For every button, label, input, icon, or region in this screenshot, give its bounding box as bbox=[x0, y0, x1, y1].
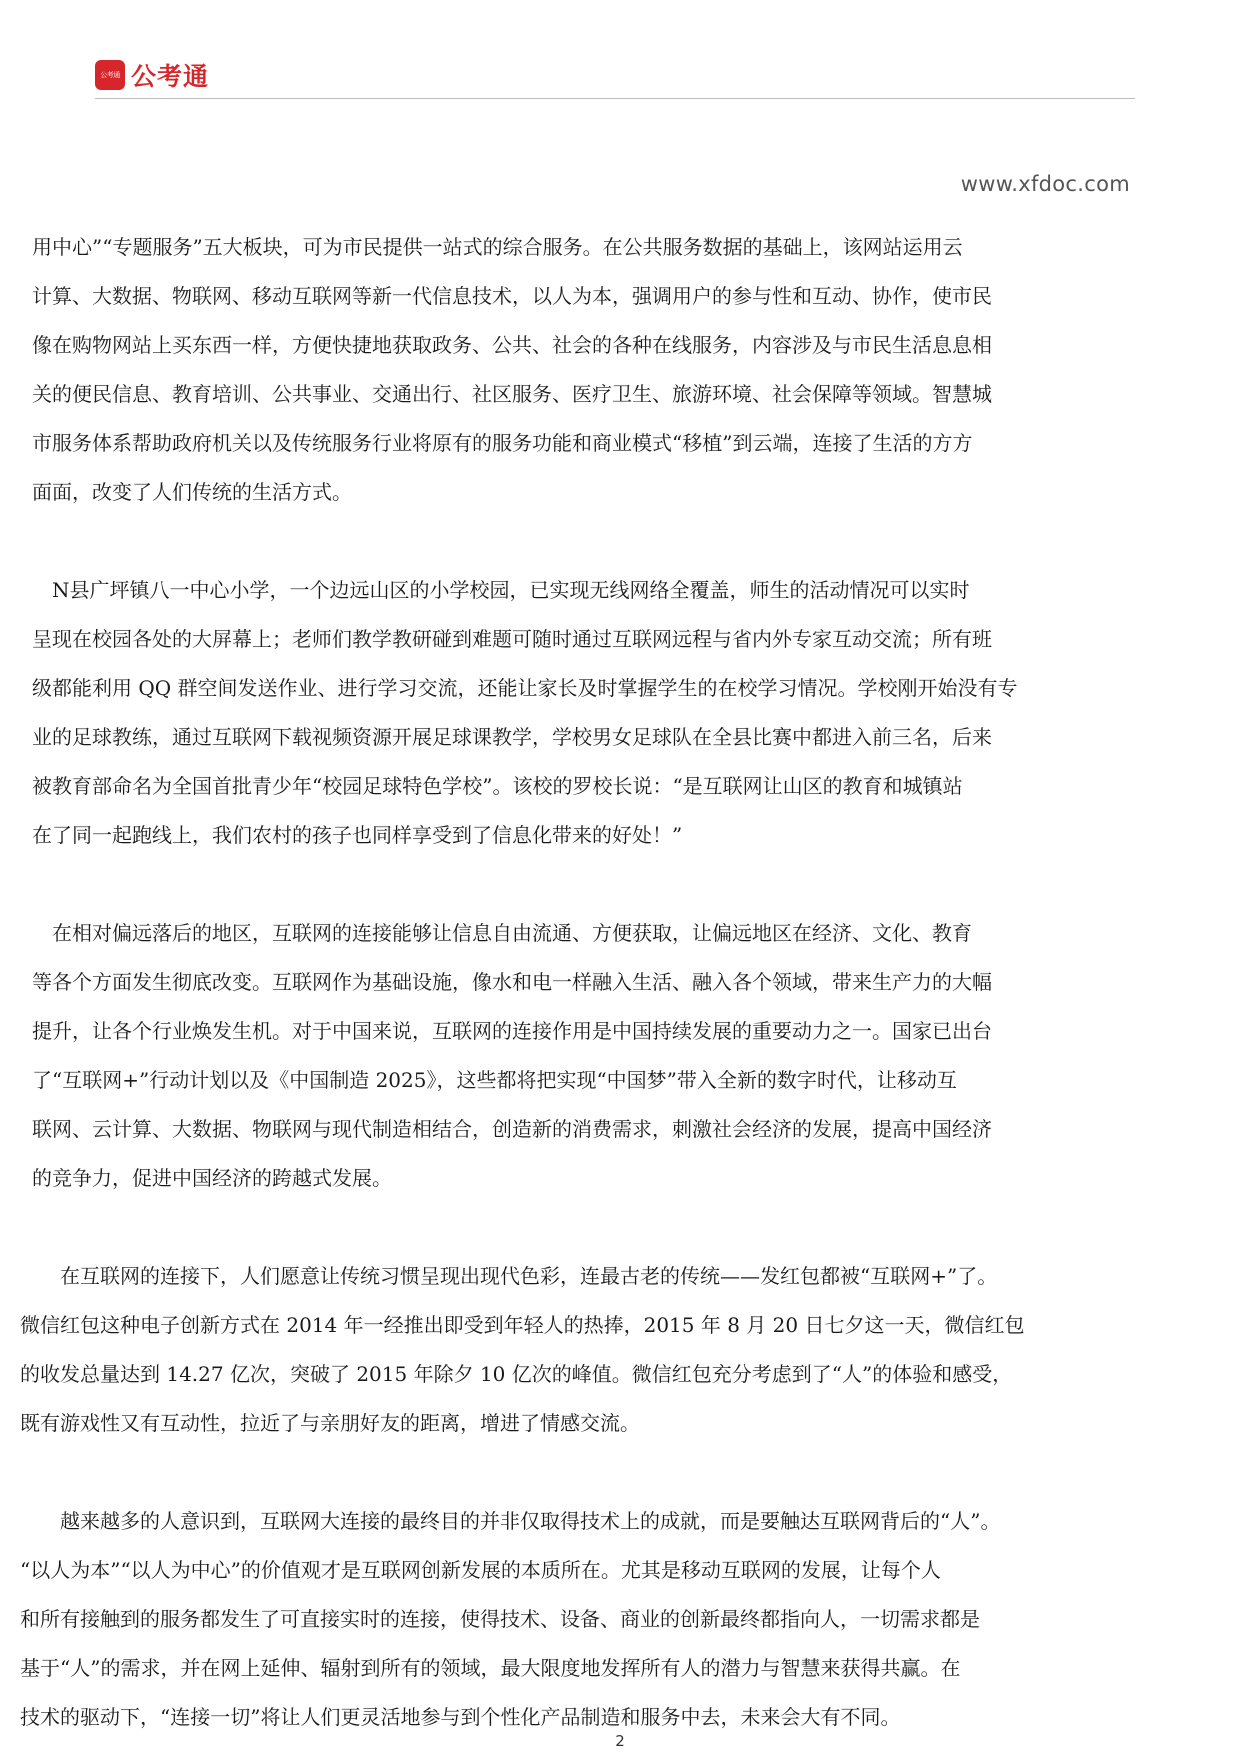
text-line: 像在购物网站上买东西一样，方便快捷地获取政务、公共、社会的各种在线服务，内容涉及与市民生活息息相 bbox=[32, 333, 992, 357]
text-line: 业的足球教练，通过互联网下载视频资源开展足球课教学，学校男女足球队在全县比赛中都进入前三名，后来 bbox=[32, 725, 992, 749]
paragraph-3 bbox=[32, 909, 992, 1203]
text-line: 了“互联网+”行动计划以及《中国制造 2025》，这些都将把实现“中国梦”带入全新的数字时代，让移动互 bbox=[32, 1068, 957, 1092]
logo-badge: 公考通 bbox=[95, 60, 125, 90]
logo-text: 公考通 bbox=[131, 62, 210, 91]
text-line: 在互联网的连接下，人们愿意让传统习惯呈现出现代色彩，连最古老的传统——发红包都被“互联网+”了。 bbox=[20, 1264, 998, 1288]
text-line: 呈现在校园各处的大屏幕上；老师们教学教研碰到难题可随时通过互联网远程与省内外专家互动交流；所有班 bbox=[32, 627, 992, 651]
text-line: 在了同一起跑线上，我们农村的孩子也同样享受到了信息化带来的好处！” bbox=[32, 823, 683, 847]
text-line: 既有游戏性又有互动性，拉近了与亲朋好友的距离，增进了情感交流。 bbox=[20, 1411, 640, 1435]
text-line: 提升，让各个行业焕发生机。对于中国来说，互联网的连接作用是中国持续发展的重要动力之一。国家已出台 bbox=[32, 1019, 992, 1043]
text-line: 面面，改变了人们传统的生活方式。 bbox=[32, 480, 352, 504]
text-line: 的收发总量达到 14.27 亿次，突破了 2015 年除夕 10 亿次的峰值。微信红包充分考虑到了“人”的体验和感受， bbox=[20, 1362, 1013, 1386]
logo bbox=[95, 60, 209, 90]
paragraph-2 bbox=[32, 566, 1018, 860]
text-line: 基于“人”的需求，并在网上延伸、辐射到所有的领域，最大限度地发挥所有人的潜力与智慧来获得共赢。在 bbox=[20, 1656, 961, 1680]
text-line: 计算、大数据、物联网、移动互联网等新一代信息技术，以人为本，强调用户的参与性和互动、协作，使市民 bbox=[32, 284, 992, 308]
text-line: “以人为本”“以人为中心”的价值观才是互联网创新发展的本质所在。尤其是移动互联网的发展，让每个人 bbox=[20, 1558, 941, 1582]
text-line: 和所有接触到的服务都发生了可直接实时的连接，使得技术、设备、商业的创新最终都指向人，一切需求都是 bbox=[20, 1607, 980, 1631]
text-line: 用中心”“专题服务”五大板块，可为市民提供一站式的综合服务。在公共服务数据的基础上，该网站运用云 bbox=[32, 235, 963, 259]
text-line: 的竞争力，促进中国经济的跨越式发展。 bbox=[32, 1166, 392, 1190]
text-line: N县广坪镇八一中心小学，一个边远山区的小学校园，已实现无线网络全覆盖，师生的活动情况可以实时 bbox=[32, 578, 970, 602]
page-header bbox=[95, 58, 1135, 99]
text-line: 微信红包这种电子创新方式在 2014 年一经推出即受到年轻人的热捧，2015 年 8 月 20 日七夕这一天，微信红包 bbox=[20, 1313, 1025, 1337]
text-line: 市服务体系帮助政府机关以及传统服务行业将原有的服务功能和商业模式“移植”到云端，连接了生活的方方 bbox=[32, 431, 973, 455]
text-line: 技术的驱动下，“连接一切”将让人们更灵活地参与到个性化产品制造和服务中去，未来会大有不同。 bbox=[20, 1705, 901, 1729]
text-line: 关的便民信息、教育培训、公共事业、交通出行、社区服务、医疗卫生、旅游环境、社会保障等领域。智慧城 bbox=[32, 382, 992, 406]
text-line: 在相对偏远落后的地区，互联网的连接能够让信息自由流通、方便获取，让偏远地区在经济、文化、教育 bbox=[32, 921, 972, 945]
text-line: 被教育部命名为全国首批青少年“校园足球特色学校”。该校的罗校长说：“是互联网让山区的教育和城镇站 bbox=[32, 774, 963, 798]
paragraph-1 bbox=[32, 223, 992, 517]
page-number: 2 bbox=[615, 1732, 625, 1750]
text-line: 联网、云计算、大数据、物联网与现代制造相结合，创造新的消费需求，刺激社会经济的发展，提高中国经济 bbox=[32, 1117, 992, 1141]
paragraph-4 bbox=[20, 1252, 1024, 1448]
text-line: 越来越多的人意识到，互联网大连接的最终目的并非仅取得技术上的成就，而是要触达互联网背后的“人”。 bbox=[20, 1509, 1001, 1533]
site-url: www.xfdoc.com bbox=[960, 172, 1130, 196]
text-line: 等各个方面发生彻底改变。互联网作为基础设施，像水和电一样融入生活、融入各个领域，带来生产力的大幅 bbox=[32, 970, 992, 994]
text-line: 级都能利用 QQ 群空间发送作业、进行学习交流，还能让家长及时掌握学生的在校学习情况。学校刚开始没有专 bbox=[32, 676, 1018, 700]
paragraph-5 bbox=[20, 1497, 1000, 1742]
